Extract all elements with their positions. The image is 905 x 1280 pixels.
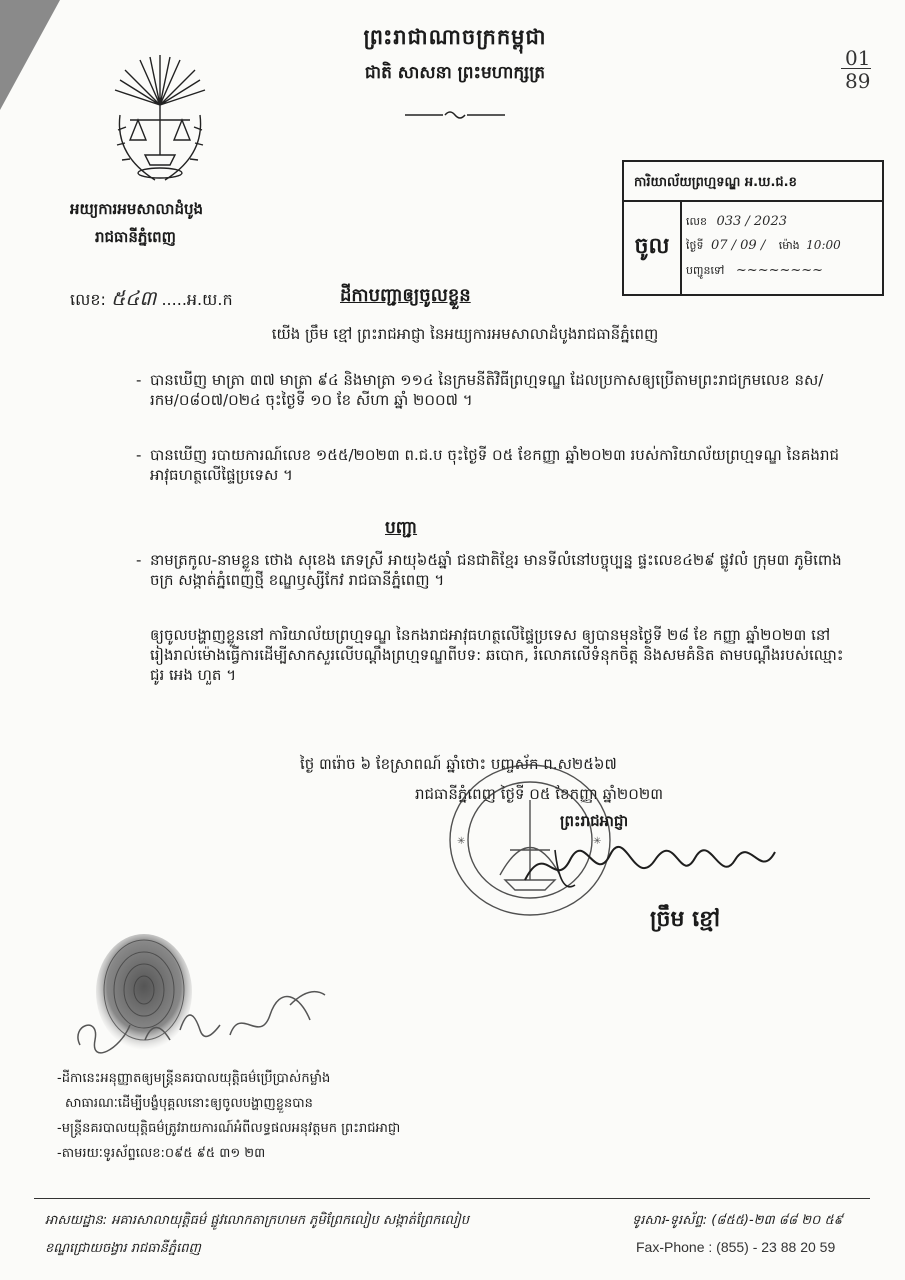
consideration-text: បានឃើញ របាយការណ៍លេខ ១៥៥/២០២៣ ព.ជ.ប ចុះថ្ងៃទី ០៥ ខែកញ្ញា ឆ្នាំ២០២៣ របស់ការិយាល័យព្រហ្មទណ្ឌ នៃគងរាជអាវុធហត្ថលើផ្ទៃប្រទេស ។	[150, 446, 839, 484]
reference-value: ៥៤៣	[110, 286, 157, 310]
consideration-item: - បានឃើញ មាត្រា ៣៧ មាត្រា ៩៤ និងមាត្រា ១១៤ នៃក្រមនីតិវិធីព្រហ្មទណ្ឌ ដែលប្រកាសឲ្យប្រើតាមព្រះរាជក្រមលេខ នស/រកម/០៨០៧/០២៤ ចុះថ្ងៃទី ១០ ខែ សីហា ឆ្នាំ ២០០៧ ។	[136, 371, 824, 409]
stamp-date-row	[686, 238, 841, 255]
received-stamp	[622, 160, 884, 296]
footer-divider	[34, 1198, 870, 1199]
footer-fax: Fax-Phone : (855) - 23 88 20 59	[636, 1239, 836, 1255]
page-number-top: 01	[845, 46, 871, 70]
note-line: -តាមរយៈទូរស័ព្ទលេខ:០៩៥ ៩៥ ៣១ ២៣	[57, 1146, 266, 1161]
order-paragraph-2: ឲ្យចូលបង្ហាញខ្លួននៅ ការិយាល័យព្រហ្មទណ្ឌ នៃកងរាជអាវុធហត្ថលើផ្ទៃប្រទេស ឲ្យបានមុនថ្ងៃទី ២៨ ខែ កញ្ញា ឆ្នាំ២០២៣ នៅរៀងរាល់ម៉ោងធ្វើការដើម្បីសាកសួរលើបណ្តឹងព្រហ្មទណ្ឌពីបទ: ឆបោក, រំលោភលើទំនុកចិត្ត និងសមគំនិត តាមបណ្តឹងរបស់ឈ្មោះ ជូរ អេង ហួត ។	[150, 626, 844, 684]
handwritten-signature	[60, 985, 340, 1060]
stamp-forward-scribble: ~~~~~~~~	[735, 263, 824, 278]
order-paragraph-1: - នាមត្រកូល-នាមខ្លួន ថោង សុខេង ភេទស្រី អាយុ៦៥ឆ្នាំ ជនជាតិខ្មែរ មានទីលំនៅបច្ចុប្បន្ន ផ្ទះលេខ៤២៩ ផ្លូវលំ ក្រុម៣ ភូមិពោងចក្រ សង្កាត់ភ្នំពេញថ្មី ខណ្ឌឫស្សីកែវ រាជធានីភ្នំពេញ ។	[136, 551, 842, 589]
stamp-forward-label: បញ្ជូនទៅ	[686, 264, 725, 277]
national-motto: ជាតិ សាសនា ព្រះមហាក្សត្រ	[364, 63, 546, 83]
stamp-forward-row	[686, 263, 823, 280]
stamp-time-label: ម៉ោង	[778, 239, 800, 252]
lunar-date: ថ្ងៃ ៣រ៉ោច ៦ ខែស្រាពណ៍ ឆ្នាំថោះ បញ្ចស័ក ព.ស២៥៦៧	[300, 755, 617, 773]
footer-address-1: អាសយដ្ឋាន: អគារសាលាយុត្តិធម៌ ផ្លូវលោកតាក្រហមក ភូមិព្រែកលៀប សង្កាត់ព្រែកលៀប	[45, 1213, 469, 1228]
stamp-number-label: លេខ	[686, 215, 707, 228]
signatory-title: ព្រះរាជអាជ្ញា	[560, 812, 629, 830]
stamp-number-value: 033 / 2023	[716, 214, 787, 229]
reference-number	[70, 285, 233, 315]
note-line: សាធារណៈដើម្បីបង្ខំបុគ្គលនោះឲ្យចូលបង្ហាញខ្លួនបាន	[65, 1096, 313, 1111]
stamp-number-row	[686, 214, 787, 231]
note-line: -មន្ត្រីនគរបាលយុត្តិធម៌ត្រូវរាយការណ៍អំពីលទ្ធផលអនុវត្តមក ព្រះរាជអាជ្ញា	[57, 1121, 401, 1136]
consideration-text: បានឃើញ មាត្រា ៣៧ មាត្រា ៩៤ និងមាត្រា ១១៤ នៃក្រមនីតិវិធីព្រហ្មទណ្ឌ ដែលប្រកាសឲ្យប្រើតាមព្រះរាជក្រមលេខ នស/រកម/០៨០៧/០២៤ ចុះថ្ងៃទី ១០ ខែ សីហា ឆ្នាំ ២០០៧ ។	[150, 371, 824, 409]
document-title: ដីកាបញ្ជាឲ្យចូលខ្លួន	[340, 285, 471, 306]
footer-telephone: ទូរសារ-ទូរស័ព្ទ: (៨៥៥)-២៣ ៨៨ ២០ ៥៩	[632, 1213, 843, 1228]
organization-name: អយ្យការអមសាលាដំបូង	[70, 200, 204, 218]
scan-corner-shadow	[0, 0, 60, 110]
organization-city: រាជធានីភ្នំពេញ	[95, 228, 176, 246]
order-text-1: នាមត្រកូល-នាមខ្លួន ថោង សុខេង ភេទស្រី អាយុ៦៥ឆ្នាំ ជនជាតិខ្មែរ មានទីលំនៅបច្ចុប្បន្ន ផ្ទះលេខ៤២៩ ផ្លូវលំ ក្រុម៣ ភូមិពោងចក្រ សង្កាត់ភ្នំពេញថ្មី ខណ្ឌឫស្សីកែវ រាជធានីភ្នំពេញ ។	[150, 551, 842, 589]
svg-text:✳: ✳	[457, 836, 466, 847]
kingdom-title: ព្រះរាជាណាចក្រកម្ពុជា	[363, 25, 547, 49]
reference-label: លេខ:	[70, 290, 106, 309]
prosecutor-signature	[515, 830, 785, 900]
prosecution-emblem-icon	[100, 45, 220, 195]
svg-text:✳: ✳	[593, 836, 602, 847]
ornament-divider-icon	[405, 108, 505, 122]
reference-suffix: .....អ.យ.ក	[161, 290, 233, 309]
stamp-side-label: ចូល	[624, 202, 682, 294]
note-line: -ដីកានេះអនុញ្ញាតឲ្យមន្ត្រីនគរបាលយុត្តិធម៌ប្រើប្រាស់កម្លាំង	[57, 1071, 331, 1086]
page-number	[845, 46, 871, 93]
signatory-name: ច្រឹម ខ្មៅ	[650, 907, 721, 932]
page-number-bottom: 89	[845, 69, 871, 93]
stamp-time-value: 10:00	[806, 238, 841, 252]
stamp-office: ការិយាល័យព្រហ្មទណ្ឌ អ.ឃ.ជ.ខ	[624, 162, 882, 202]
stamp-date-value: 07 / 09 /	[710, 238, 766, 253]
solar-date: រាជធានីភ្នំពេញ ថ្ងៃទី ០៥ ខែកញ្ញា ឆ្នាំ២០២៣	[415, 785, 664, 803]
section-heading: បញ្ជា	[385, 518, 418, 538]
stamp-date-label: ថ្ងៃទី	[686, 239, 704, 252]
footer-address-2: ខណ្ឌជ្រោយចង្វារ រាជធានីភ្នំពេញ	[45, 1241, 201, 1256]
intro-line: យើង ច្រឹម ខ្មៅ ព្រះរាជអាជ្ញា នៃអយ្យការអមសាលាដំបូងរាជធានីភ្នំពេញ	[271, 325, 659, 343]
consideration-item: - បានឃើញ របាយការណ៍លេខ ១៥៥/២០២៣ ព.ជ.ប ចុះថ្ងៃទី ០៥ ខែកញ្ញា ឆ្នាំ២០២៣ របស់ការិយាល័យព្រហ្មទណ្ឌ នៃគងរាជអាវុធហត្ថលើផ្ទៃប្រទេស ។	[136, 446, 839, 484]
